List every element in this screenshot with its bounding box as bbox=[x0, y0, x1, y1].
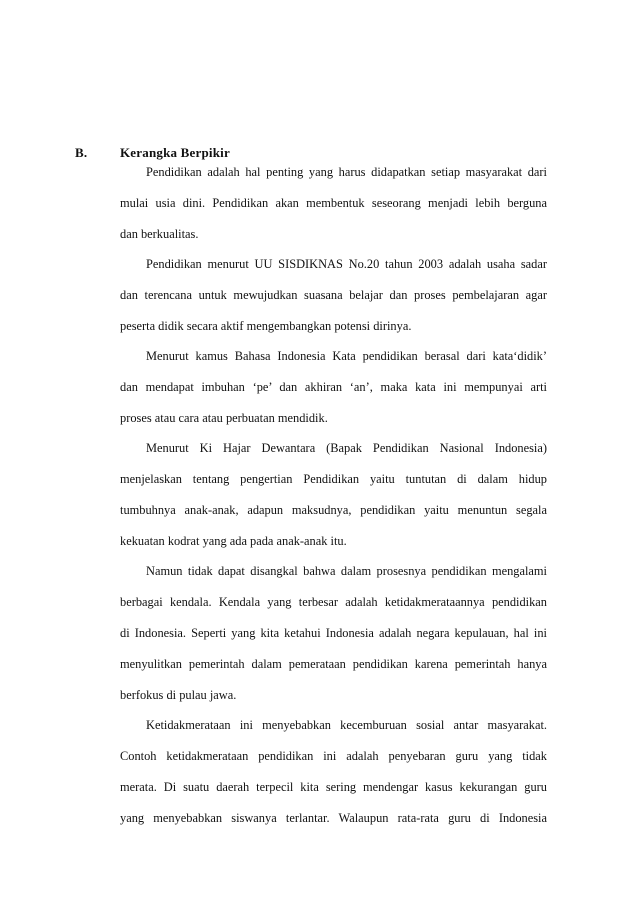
paragraph-5-line-2: berbagai kendala. Kendala yang terbesar adalah ketidakmerataannya pendidikan bbox=[120, 595, 547, 609]
paragraph-5-line-3: di Indonesia. Seperti yang kita ketahui Indonesia adalah negara kepulauan, hal ini bbox=[120, 626, 547, 640]
paragraph-3-line-1: Menurut kamus Bahasa Indonesia Kata pendidikan berasal dari kata‘didik’ bbox=[146, 349, 547, 363]
paragraph-5-line-5: berfokus di pulau jawa. bbox=[120, 688, 237, 702]
paragraph-2-line-3: peserta didik secara aktif mengembangkan potensi dirinya. bbox=[120, 319, 412, 333]
paragraph-4-line-2: menjelaskan tentang pengertian Pendidikan yaitu tuntutan di dalam hidup bbox=[120, 472, 547, 486]
paragraph-6-line-3: merata. Di suatu daerah terpecil kita sering mendengar kasus kekurangan guru bbox=[120, 780, 547, 794]
paragraph-2-line-2: dan terencana untuk mewujudkan suasana belajar dan proses pembelajaran agar bbox=[120, 288, 547, 302]
paragraph-1-line-2: mulai usia dini. Pendidikan akan membentuk seseorang menjadi lebih berguna bbox=[120, 196, 547, 210]
paragraph-5-line-1: Namun tidak dapat disangkal bahwa dalam prosesnya pendidikan mengalami bbox=[146, 564, 547, 578]
paragraph-2-line-1: Pendidikan menurut UU SISDIKNAS No.20 tahun 2003 adalah usaha sadar bbox=[146, 257, 547, 271]
paragraph-1-line-3: dan berkualitas. bbox=[120, 227, 199, 241]
paragraph-5-line-4: menyulitkan pemerintah dalam pemerataan pendidikan karena pemerintah hanya bbox=[120, 657, 547, 671]
paragraph-6-line-2: Contoh ketidakmerataan pendidikan ini adalah penyebaran guru yang tidak bbox=[120, 749, 547, 763]
paragraph-3-line-3: proses atau cara atau perbuatan mendidik. bbox=[120, 411, 328, 425]
paragraph-4-line-4: kekuatan kodrat yang ada pada anak-anak itu. bbox=[120, 534, 347, 548]
paragraph-6-line-1: Ketidakmerataan ini menyebabkan kecemburuan sosial antar masyarakat. bbox=[146, 718, 547, 732]
paragraph-4-line-1: Menurut Ki Hajar Dewantara (Bapak Pendidikan Nasional Indonesia) bbox=[146, 441, 547, 455]
paragraph-1-line-1: Pendidikan adalah hal penting yang harus didapatkan setiap masyarakat dari bbox=[146, 165, 547, 179]
paragraph-6-line-4: yang menyebabkan siswanya terlantar. Walaupun rata-rata guru di Indonesia bbox=[120, 811, 547, 825]
paragraph-4-line-3: tumbuhnya anak-anak, adapun maksudnya, pendidikan yaitu menuntun segala bbox=[120, 503, 547, 517]
section-title: Kerangka Berpikir bbox=[120, 145, 230, 160]
paragraph-3-line-2: dan mendapat imbuhan ‘pe’ dan akhiran ‘an’, maka kata ini mempunyai arti bbox=[120, 380, 547, 394]
section-number: B. bbox=[75, 145, 88, 160]
